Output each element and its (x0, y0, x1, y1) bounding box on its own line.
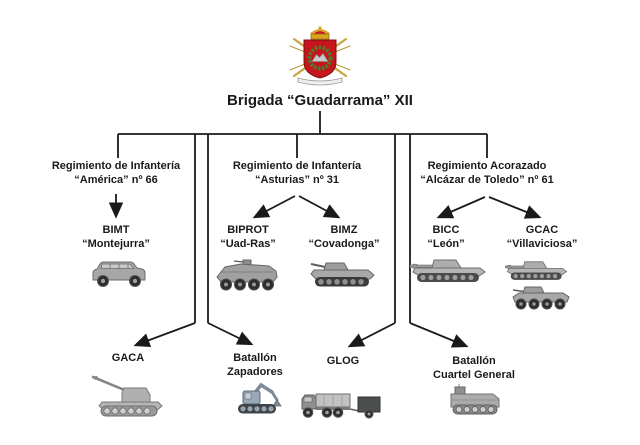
unit-designation: “Asturias” nº 31 (254, 174, 340, 186)
unit-name: BIMZ (330, 224, 358, 236)
unit-racorazado-alcazar (400, 159, 574, 187)
recon-vehicle-icon (511, 283, 571, 311)
sp-howitzer-icon (90, 373, 170, 419)
unit-designation: Cuartel General (433, 369, 515, 381)
truck-trailer-icon (298, 387, 382, 419)
tank-icon (505, 258, 569, 282)
unit-name: Regimiento de Infantería (51, 160, 181, 172)
suv-icon (90, 255, 148, 289)
brigade-crest-icon (280, 24, 360, 90)
unit-designation: “América” nº 66 (74, 174, 158, 186)
unit-name: BICC (432, 224, 460, 236)
unit-designation: “Alcázar de Toledo” nº 61 (420, 174, 554, 186)
wheeled-apc-icon (215, 257, 279, 293)
unit-name: GCAC (525, 224, 559, 236)
unit-name: Batallón (452, 355, 496, 367)
unit-designation: “Covadonga” (308, 238, 380, 250)
unit-bimz-covadonga (289, 223, 399, 251)
apc-icon (447, 383, 503, 417)
unit-designation: “Montejurra” (82, 238, 150, 250)
excavator-icon (230, 379, 286, 419)
unit-rinf-asturias (217, 159, 377, 187)
brigade-title: Brigada “Guadarrama” XII (227, 92, 413, 109)
unit-designation: “León” (427, 238, 465, 250)
unit-glog (293, 354, 393, 368)
unit-designation: “Villaviciosa” (506, 238, 578, 250)
unit-designation: “Uad-Ras” (220, 238, 276, 250)
unit-name: GLOG (326, 355, 360, 367)
tracked-ifv-icon (310, 258, 376, 290)
unit-gcac-villaviciosa (482, 223, 602, 251)
unit-batallon-cuartel-general (414, 354, 534, 382)
unit-rinf-america (36, 159, 196, 187)
unit-name: BIPROT (227, 224, 269, 236)
unit-name: Batallón (233, 352, 277, 364)
unit-name: Regimiento Acorazado (427, 160, 547, 172)
unit-biprot-uadras (193, 223, 303, 251)
unit-bimt-montejurra (61, 223, 171, 251)
unit-name: Regimiento de Infantería (232, 160, 362, 172)
unit-gaca (78, 351, 178, 365)
unit-name: BIMT (102, 224, 130, 236)
unit-designation: Zapadores (227, 366, 283, 378)
unit-name: GACA (111, 352, 145, 364)
tank-icon (410, 256, 488, 284)
